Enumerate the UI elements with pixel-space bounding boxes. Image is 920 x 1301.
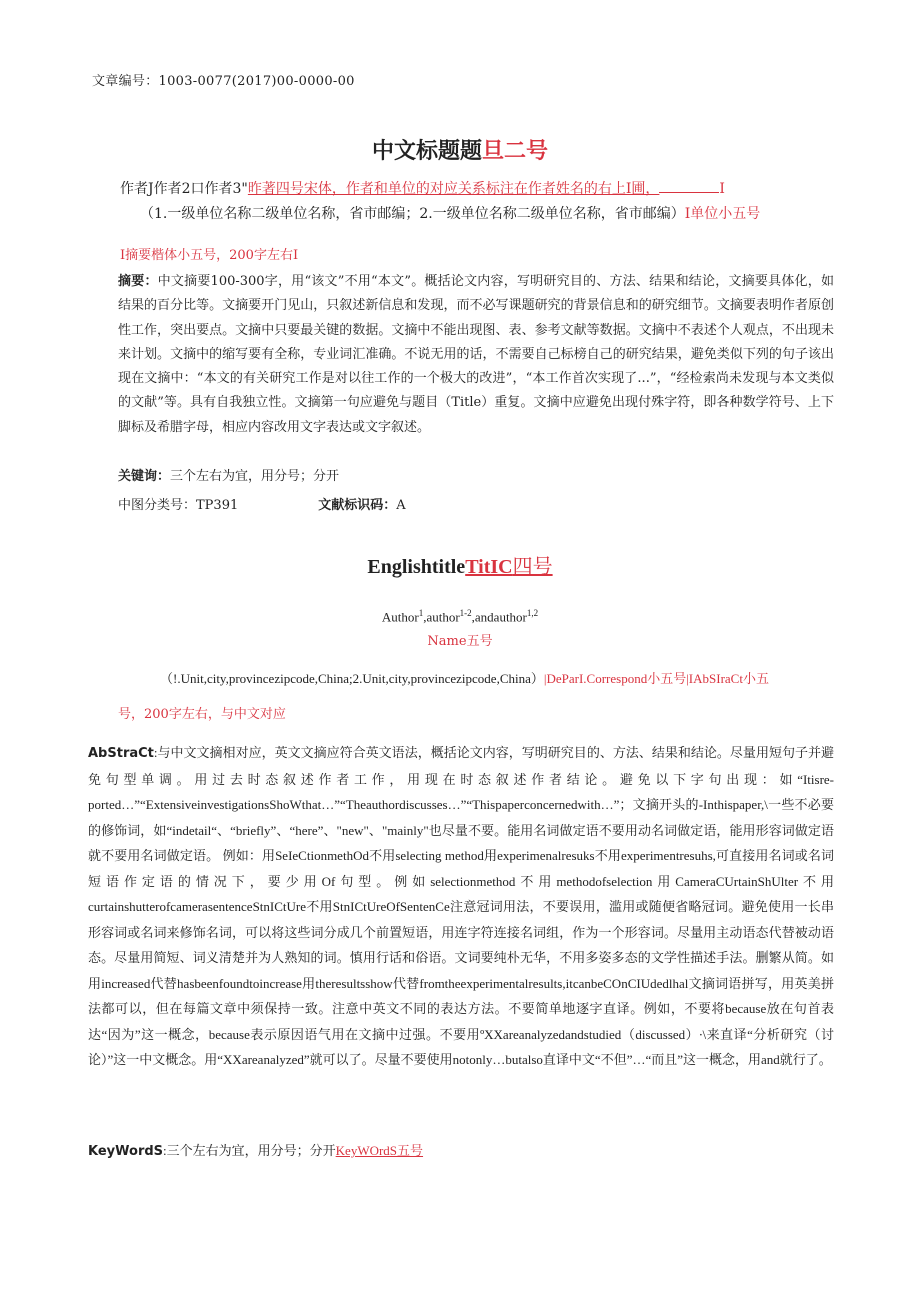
- author-note-underline: [659, 192, 719, 193]
- author-3-sup: 1,2: [526, 608, 539, 618]
- chinese-title-text: 中文标题题: [371, 138, 482, 164]
- author-2: ,author: [423, 609, 460, 625]
- classification-line: [118, 494, 834, 518]
- chinese-title-note: 旦二号: [482, 138, 549, 164]
- english-title: [0, 550, 920, 579]
- author-2-sup: 1-2: [459, 608, 472, 618]
- english-affiliation: [160, 668, 769, 687]
- english-affiliation-note-2: 号，200字左右，与中文对应: [118, 707, 286, 722]
- doc-code-value: A: [396, 498, 406, 513]
- author-names: 作者J作者2口作者3": [120, 181, 248, 197]
- english-title-text: Englishtitle: [367, 556, 466, 578]
- english-authors: [0, 608, 920, 625]
- author-3: ,andauthor: [471, 609, 527, 625]
- affiliation-note: I单位小五号: [684, 206, 761, 222]
- keywords-text: 三个左右为宜，用分号；分开: [170, 469, 340, 484]
- english-affiliation-text: （!.Unit,city,provincezipcode,China;2.Unit,city,provincezipcode,China）: [160, 671, 544, 686]
- author-line: [120, 178, 725, 198]
- clc-value: TP391: [196, 498, 239, 513]
- affiliation-text: （1.一级单位名称二级单位名称，省市邮编；2.一级单位名称二级单位名称，省市邮编）: [140, 206, 685, 222]
- abstract-label: 摘要：: [118, 274, 158, 289]
- chinese-abstract: [118, 270, 834, 440]
- author-1: Author: [381, 609, 419, 625]
- english-keywords-label: KeyWordS: [88, 1144, 164, 1159]
- english-name-note: Name五号: [427, 634, 493, 649]
- english-title-size-note: 四号: [512, 554, 553, 578]
- abstract-text: 中文摘要100-300字，用“该文”不用“本文”。概括论文内容，写明研究目的、方法、结果和结论，文摘要具体化，如结果的百分比等。文摘要开门见山，只叙述新信息和发现，而不必写课题研究的背景信息和的研究细节。文摘要表明作者原创性工作，突出要点。文摘中只要最关键的数据。文摘中不能出现图、表、参考文献等数据。文摘中不表述个人观点，不出现未来计划。文摘中的缩写要有全称，专业词汇准确。不说无用的话，不需要自己标榜自己的研究结果，避免类似下列的句子该出现在文摘中：“本文的有关研究工作是对以往工作的一个极大的改进”，“本工作首次实现了...”，“经检索尚未发现与本文类似的文献”等。具有自我独立性。文摘第一句应避免与题目（Title）重复。文摘中应避免出现付殊字符，即各种数学符号、上下脚标及希腊字母，相应内容改用文字表达或文字叙述。: [118, 274, 834, 435]
- affiliation-line: [140, 203, 760, 223]
- english-title-note: TitIC: [465, 556, 513, 578]
- keywords-label: 关键询：: [118, 469, 171, 484]
- clc-label: 中图分类号：: [118, 498, 197, 513]
- article-number: 文章编号：1003-0077(2017)00-0000-00: [92, 74, 355, 89]
- doc-code-label: 文献标识码：: [318, 498, 397, 513]
- author-note-end: I: [719, 181, 725, 197]
- chinese-title: [0, 134, 920, 165]
- english-affiliation-note: |DeParI.Correspond小五号|IAbSIraCt小五: [543, 671, 769, 686]
- chinese-keywords: [118, 465, 834, 489]
- author-1-sup: 1: [418, 608, 424, 618]
- abstract-format-note: I摘要楷体小五号，200字左右I: [120, 248, 299, 263]
- english-abstract: [88, 740, 834, 1073]
- author-format-note: 昨著四号宋体，作者和单位的对应关系标注在作者姓名的右上I圃，: [247, 181, 660, 197]
- english-abstract-text: :与中文文摘相对应，英文文摘应符合英文语法，概括论文内容，写明研究目的、方法、结果和结论。尽量用短句子并避免句型单调。用过去时态叙述作者工作，用现在时态叙述作者结论。避免以下字句出现：如“Itisre-ported…”“ExtensiveinvestigationsShoWthat…”“Theauthordiscusses…”“Thispaperconcernedwith…”；文摘开头的-Inthispaper,\一些不必要的修饰词，如“indetail“、“briefly”、“here”、"new"、"mainly"也尽量不要。能用名词做定语不要用动名词做定语，能用形容词做定语就不要用名词做定语。 例如：用SeIeCtionmethOd不用selecting method用experimenalresuks不用experimentresuhs,可直接用名词或名词短语作定语的情况下，要少用Of句型。例如selectionmethod不用methodofselection用CameraCUrtainShUlter不用curtainshutterofcamerasentenceStnICtUre不用StnICtUreOfSentenCe注意冠词用法，不要误用，滥用或随便省略冠词。避免使用一长串形容词或名词来修饰名词，可以将这些词分成几个前置短语，用连字符连接名词组，作为一个形容词。尽量用主动语态代替被动语态。尽量用简短、词义清楚并为人熟知的词。慎用行话和俗语。文词要纯朴无华，不用多姿多态的文学性描述手法。删繁从简。如用increased代替hasbeenfoundtoincrease用theresultsshow代替fromtheexperimentalresults,itcanbeCOnCIUdedlhal文摘词语拼写，用英美拼法都可以，但在每篇文章中须保持一致。注意中英文不同的表达方法。不要简单地逐字直译。例如，不要将because放在句首表达“因为”这一概念，because表示原因语气用在文摘中过强。不要用ºXXareanalyzedandstudied（discussed）∙\来直译“分析研究（讨论）”这一中文概念。用“XXareanalyzed”就可以了。尽量不要使用notonly…butalso直译中文“不但”…“而且”这一概念，用and就行了。: [88, 745, 834, 1067]
- english-keywords-note: KeyWOrdS五号: [335, 1143, 424, 1158]
- english-keywords: [88, 1140, 423, 1159]
- english-abstract-label: AbStraCt: [88, 746, 154, 761]
- english-keywords-text: :三个左右为宜，用分号；分开: [163, 1143, 336, 1158]
